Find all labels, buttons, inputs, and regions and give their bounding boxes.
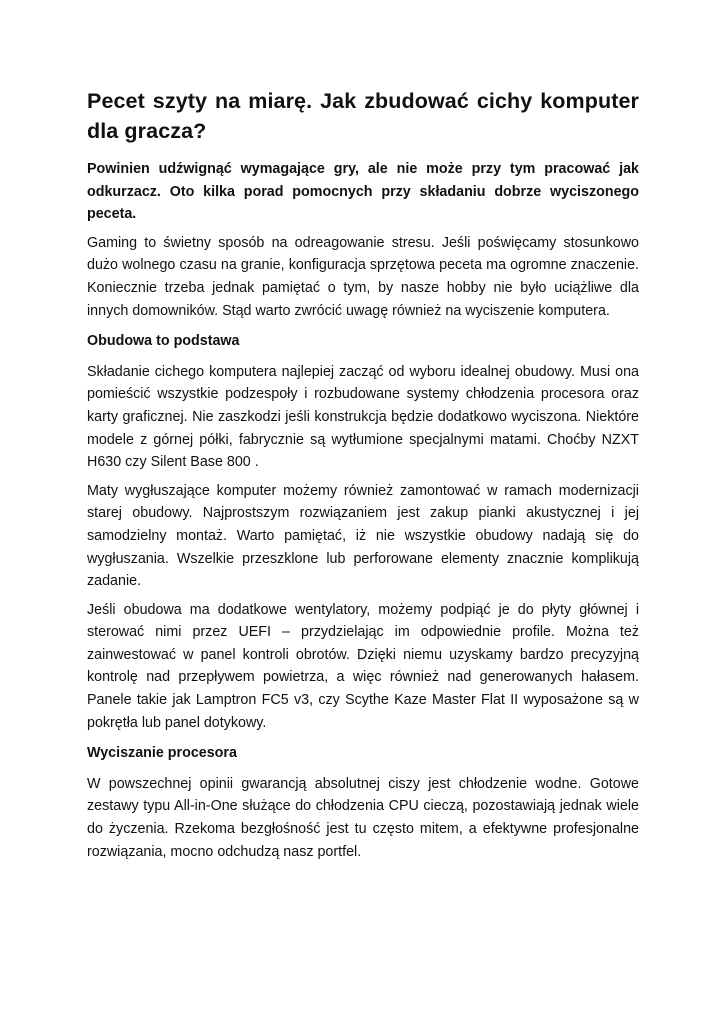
section-heading-procesor: Wyciszanie procesora [87,745,237,762]
section2-paragraph-1: W powszechnej opinii gwarancją absolutnej ciszy jest chłodzenie wodne. Gotowe zestawy typu All-in-One służące do chłodzenia CPU cieczą, pozostawiają jednak wiele do życzenia. Rzekoma bezgłośność jest tu często mitem, a efektywne profesjonalne rozwiązania, mocno odchudzą nasz portfel. [87,775,639,860]
section1-paragraph-3: Jeśli obudowa ma dodatkowe wentylatory, możemy podpiąć je do płyty głównej i sterować nimi przez UEFI – przydzielając im odpowiednie profile. Można też zainwestować w panel kontroli obrotów. Dzięki niemu uzyskamy bardzo precyzyjną kontrolę nad przepływem powietrza, a więc również nad generowanych hałasem. Panele takie jak Lamptron FC5 v3, czy Scythe Kaze Master Flat II wyposażone są w pokrętła lub panel dotykowy. [87,601,639,731]
section1-paragraph-1: Składanie cichego komputera najlepiej zacząć od wyboru idealnej obudowy. Musi ona pomieścić wszystkie podzespoły i rozbudowane systemy chłodzenia procesora oraz karty graficznej. Nie zaszkodzi jeśli konstrukcja będzie dodatkowo wyciszona. Niektóre modele z górnej półki, fabrycznie są wytłumione specjalnymi matami. Choćby NZXT H630 czy Silent Base 800 . [87,363,639,471]
article-title: Pecet szyty na miarę. Jak zbudować cichy komputer dla gracza? [87,89,639,143]
intro-paragraph: Gaming to świetny sposób na odreagowanie stresu. Jeśli poświęcamy stosunkowo dużo wolnego czasu na granie, konfiguracja sprzętowa peceta ma ogromne znaczenie. Koniecznie trzeba jednak pamiętać o tym, by nasze hobby nie było uciążliwe dla innych domowników. Stąd warto zwrócić uwagę również na wyciszenie komputera. [87,234,639,319]
section-heading-obudowa: Obudowa to podstawa [87,333,240,350]
document-page [87,86,639,869]
article-lead: Powinien udźwignąć wymagające gry, ale nie może przy tym pracować jak odkurzacz. Oto kilka porad pomocnych przy składaniu dobrze wyciszonego peceta. [87,161,639,223]
section1-paragraph-2: Maty wygłuszające komputer możemy również zamontować w ramach modernizacji starej obudowy. Najprostszym rozwiązaniem jest zakup pianki akustycznej i jej samodzielny montaż. Warto pamiętać, iż nie wszystkie obudowy nadają się do wygłuszania. Wszelkie przeszklone lub perforowane elementy znacznie komplikują zadanie. [87,482,639,590]
